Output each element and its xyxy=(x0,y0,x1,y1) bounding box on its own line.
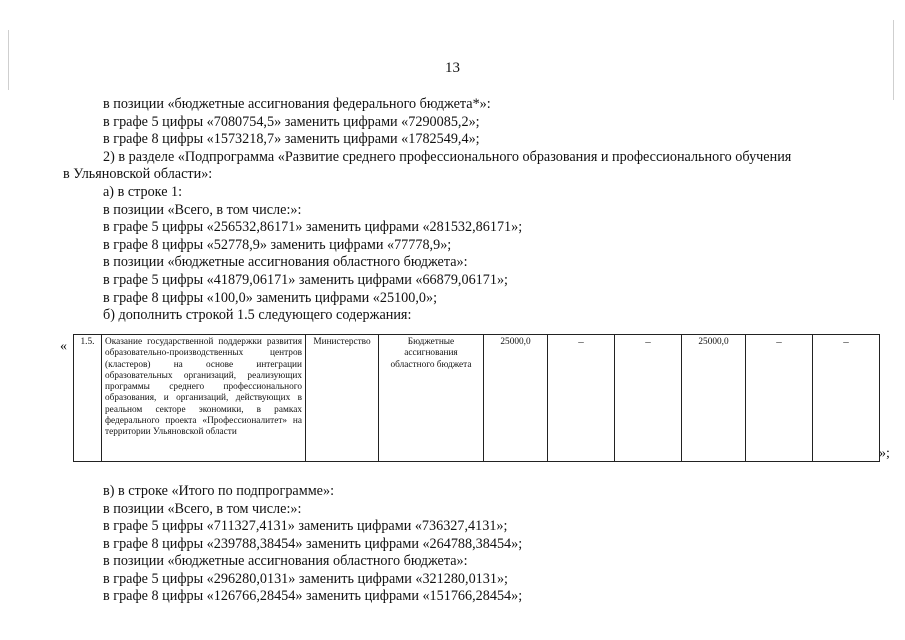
text-line: в графе 8 цифры «239788,38454» заменить цифрами «264788,38454»; xyxy=(103,536,523,552)
text-line: в позиции «бюджетные ассигнования областного бюджета»: xyxy=(103,254,468,270)
scan-artifact xyxy=(893,20,894,100)
row-total: 25000,0 xyxy=(484,335,548,462)
text-line: 2) в разделе «Подпрограмма «Развитие среднего профессионального образования и профессионального обучения xyxy=(103,149,792,165)
text-line: в графе 5 цифры «296280,0131» заменить цифрами «321280,0131»; xyxy=(103,571,508,587)
text-line: в графе 5 цифры «7080754,5» заменить цифрами «7290085,2»; xyxy=(103,114,480,130)
text-line: в графе 5 цифры «256532,86171» заменить цифрами «281532,86171»; xyxy=(103,219,523,235)
row-description: Оказание государственной поддержки развития образовательно-производственных центров (кластеров) на основе интеграции образовательных организаций, реализующих программы среднего профессионального образования, и организаций, действующих в реальном секторе экономики, в рамках федерального проекта «Профессионалитет» на территории Ульяновской области xyxy=(102,335,306,462)
text-line: в графе 8 цифры «126766,28454» заменить цифрами «151766,28454»; xyxy=(103,588,523,604)
text-line: б) дополнить строкой 1.5 следующего содержания: xyxy=(103,307,412,323)
text-line: в позиции «Всего, в том числе:»: xyxy=(103,501,302,517)
text-line: в графе 8 цифры «52778,9» заменить цифрами «77778,9»; xyxy=(103,237,452,253)
page-number: 13 xyxy=(445,60,460,76)
row-year-3: 25000,0 xyxy=(682,335,746,462)
row-funding-source: Бюджетные ассигнования областного бюджета xyxy=(379,335,484,462)
text-line: в) в строке «Итого по подпрограмме»: xyxy=(103,483,335,499)
row-year-2: – xyxy=(615,335,682,462)
text-line: в позиции «Всего, в том числе:»: xyxy=(103,202,302,218)
text-line: в позиции «бюджетные ассигнования федерального бюджета*»: xyxy=(103,96,491,112)
text-line: в графе 5 цифры «41879,06171» заменить цифрами «66879,06171»; xyxy=(103,272,508,288)
row-executor: Министерство xyxy=(306,335,379,462)
text-line: в графе 8 цифры «100,0» заменить цифрами «25100,0»; xyxy=(103,290,438,306)
text-line: в графе 8 цифры «1573218,7» заменить цифрами «1782549,4»; xyxy=(103,131,480,147)
row-number: 1.5. xyxy=(74,335,102,462)
quote-close: »; xyxy=(879,446,890,461)
table-row xyxy=(74,335,880,462)
text-line: а) в строке 1: xyxy=(103,184,183,200)
amendment-table xyxy=(73,334,879,462)
row-year-5: – xyxy=(813,335,880,462)
text-line: в графе 5 цифры «711327,4131» заменить цифрами «736327,4131»; xyxy=(103,518,508,534)
text-line: в позиции «бюджетные ассигнования областного бюджета»: xyxy=(103,553,468,569)
text-line: в Ульяновской области»: xyxy=(63,166,213,182)
scan-artifact xyxy=(8,30,9,90)
row-year-4: – xyxy=(746,335,813,462)
row-year-1: – xyxy=(548,335,615,462)
quote-open: « xyxy=(60,339,67,354)
